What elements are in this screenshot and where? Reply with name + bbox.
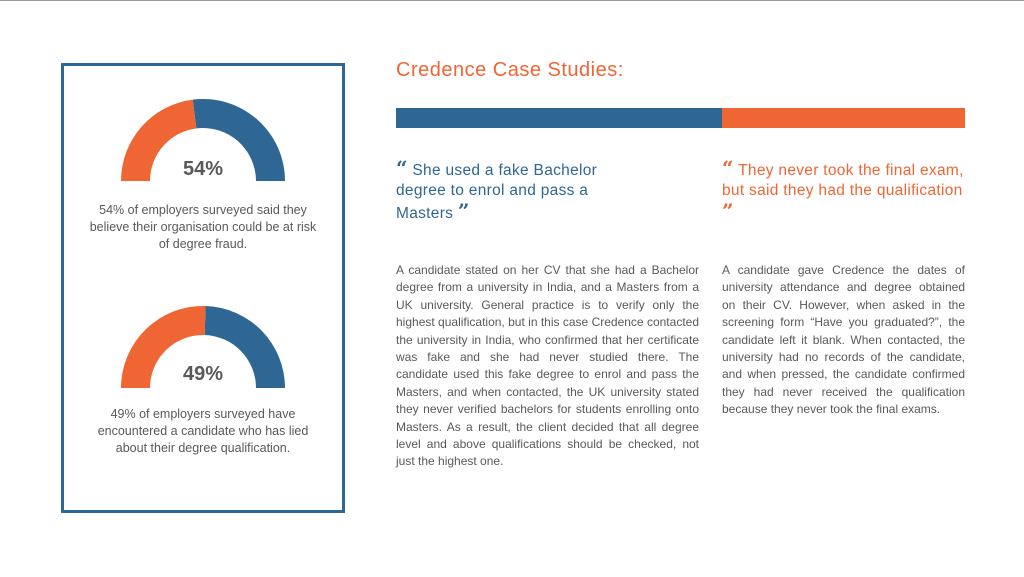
- blue-accent-bar: [396, 108, 722, 128]
- top-divider: [0, 0, 1024, 1]
- case-2-body: A candidate gave Credence the dates of university attendance and degree obtained on their CV. However, when asked in the screening form “Have you graduated?”, the candidate left it blank. When contacted, the university had no records of the candidate, and when pressed, the candidate confirmed they had never received the qualification because they never took the final exams.: [722, 263, 965, 417]
- case-1-quote-text: She used a fake Bachelor degree to enrol and pass a Masters: [396, 162, 598, 222]
- gauge-1: [64, 96, 342, 186]
- case-1-body: A candidate stated on her CV that she had a Bachelor degree from a university in India, and a Masters from a UK university. General practice is to verify only the highest qualification, but in this case Credence contacted the university in India, who confirmed that her certificate was fake and she had never studied there. The candidate used this fake degree to enrol and pass the Masters, and when contacted, the UK university stated they never verified bachelors for students enrolling onto Masters. As a result, the client decided that all degree level and above qualifications should be checked, not just the highest one.: [396, 263, 699, 469]
- stat-2-description: 49% of employers surveyed have encountered a candidate who has lied about their degree qualification.: [97, 407, 309, 455]
- gauge-1-percent: 54%: [182, 158, 224, 180]
- stat-1-description: 54% of employers surveyed said they believe their organisation could be at risk of degree fraud.: [89, 203, 317, 251]
- gauge-2-percent: 49%: [182, 363, 224, 385]
- case-2-quote-text: They never took the final exam, but said they had the qualification: [722, 162, 964, 199]
- case-1-open-quote-mark: “: [396, 156, 408, 180]
- orange-accent-bar: [722, 108, 965, 128]
- case-1-quote: [396, 158, 646, 224]
- case-2-close-quote-mark: ”: [722, 199, 734, 223]
- case-2-quote: [722, 158, 972, 224]
- stats-panel: [61, 63, 345, 513]
- page-title: Credence Case Studies:: [396, 59, 624, 81]
- case-1-close-quote-mark: ”: [457, 199, 470, 223]
- gauge-2: [64, 303, 342, 393]
- case-2-open-quote-mark: “: [722, 156, 734, 180]
